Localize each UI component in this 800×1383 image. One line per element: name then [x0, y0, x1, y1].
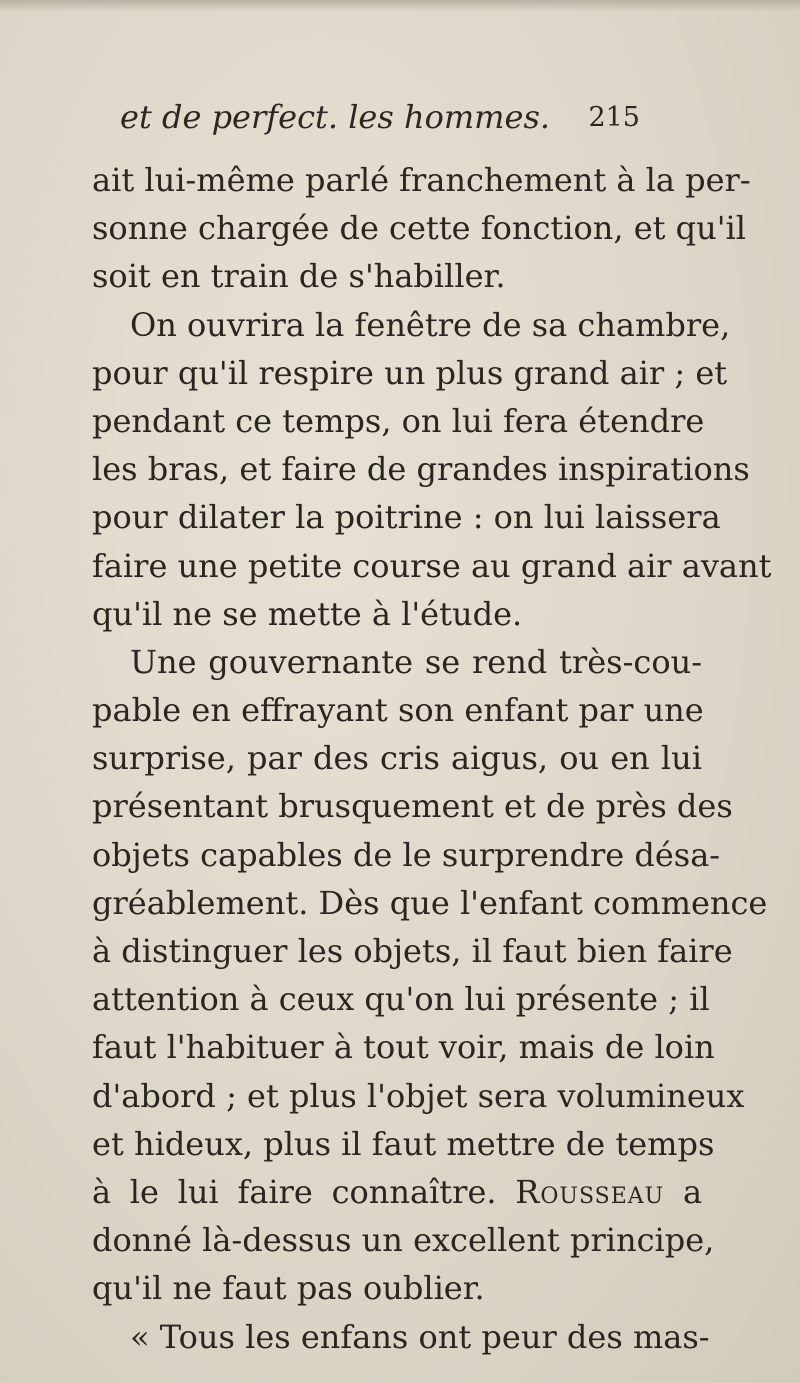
- text-line: et hideux, plus il faut mettre de temps: [92, 1124, 715, 1163]
- running-head-title: et de perfect. les hommes.: [120, 98, 551, 136]
- text-line: gréablement. Dès que l'enfant commence: [92, 883, 768, 922]
- text-line: sonne chargée de cette fonction, et qu'il: [92, 209, 747, 248]
- text-line: ait lui-même parlé franchement à la per-: [92, 161, 751, 199]
- body-text: [92, 156, 772, 1361]
- text-line: surprise, par des cris aigus, ou en lui: [92, 739, 702, 778]
- text-line: les bras, et faire de grandes inspirations: [92, 450, 750, 489]
- page-number: 215: [588, 102, 640, 133]
- text-line: faire une petite course au grand air avant: [92, 546, 772, 585]
- text-line: soit en train de s'habiller.: [92, 257, 506, 296]
- text-line: faut l'habituer à tout voir, mais de loin: [92, 1028, 715, 1067]
- author-name: Rousseau: [515, 1172, 665, 1211]
- text-line: pable en effrayant son enfant par une: [92, 691, 704, 730]
- text-line: donné là-dessus un excellent principe,: [92, 1221, 715, 1260]
- text-line: pour dilater la poitrine : on lui laissera: [92, 498, 721, 537]
- text-line: qu'il ne se mette à l'étude.: [92, 594, 523, 633]
- running-head: [120, 98, 640, 148]
- quote-start-line: « Tous les enfans ont peur des mas-: [130, 1317, 710, 1356]
- text-line: pour qu'il respire un plus grand air ; et: [92, 353, 728, 392]
- text-line: qu'il ne faut pas oublier.: [92, 1269, 485, 1308]
- text-line: à distinguer les objets, il faut bien faire: [92, 932, 733, 970]
- text-line: pendant ce temps, on lui fera étendre: [92, 401, 705, 440]
- text-line: objets capables de le surprendre désa-: [92, 835, 721, 874]
- text-fragment: à le lui faire connaître.: [92, 1172, 497, 1211]
- text-line: d'abord ; et plus l'objet sera volumineux: [92, 1076, 745, 1115]
- text-line: présentant brusquement et de près des: [92, 787, 733, 826]
- text-line-with-author: [92, 1168, 702, 1216]
- paragraph-start-line: Une gouvernante se rend très-cou-: [130, 642, 702, 681]
- text-line: attention à ceux qu'on lui présente ; il: [92, 980, 710, 1019]
- text-fragment: a: [682, 1172, 703, 1211]
- paragraph-start-line: On ouvrira la fenêtre de sa chambre,: [130, 305, 731, 344]
- page-top-edge: [0, 0, 800, 12]
